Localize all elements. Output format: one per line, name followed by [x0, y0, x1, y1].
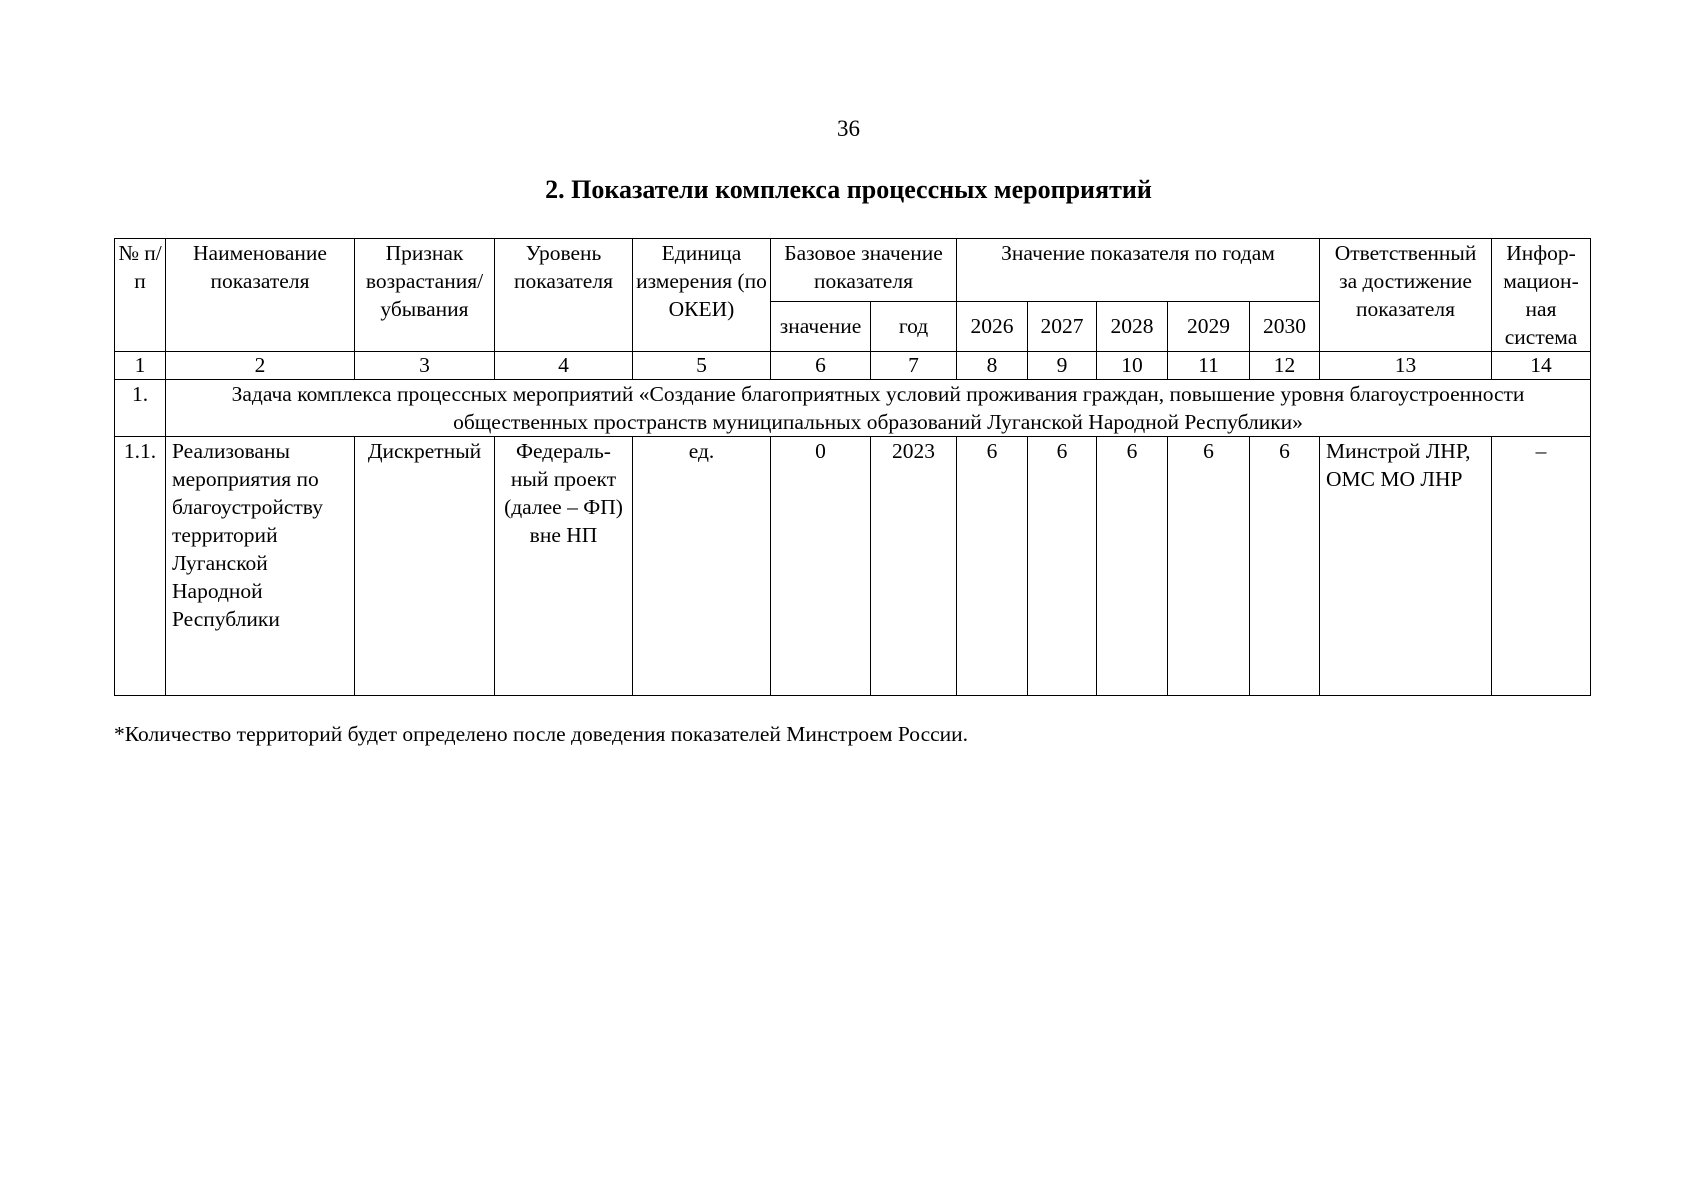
row-value-2030: 6	[1250, 437, 1320, 696]
header-row-top	[115, 239, 1591, 302]
column-number: 4	[495, 352, 633, 380]
header-sign: Признак возрастания/ убывания	[355, 239, 495, 352]
row-value-2029: 6	[1168, 437, 1250, 696]
header-num: № п/п	[115, 239, 166, 352]
column-number: 14	[1492, 352, 1591, 380]
column-number: 8	[957, 352, 1028, 380]
row-base-value: 0	[771, 437, 871, 696]
header-responsible: Ответственный за достижение показателя	[1320, 239, 1492, 352]
row-info: –	[1492, 437, 1591, 696]
row-responsible: Минстрой ЛНР, ОМС МО ЛНР	[1320, 437, 1492, 696]
row-value-2026: 6	[957, 437, 1028, 696]
header-year-2029: 2029	[1168, 301, 1250, 351]
row-unit: ед.	[633, 437, 771, 696]
row-name: Реализованы мероприятия по благоустройству территорий Луганской Народной Республики	[166, 437, 355, 696]
task-num: 1.	[115, 380, 166, 437]
header-level: Уровень показателя	[495, 239, 633, 352]
column-number: 10	[1097, 352, 1168, 380]
column-number: 2	[166, 352, 355, 380]
header-base: Базовое значение показателя	[771, 239, 957, 302]
footnote: *Количество территорий будет определено после доведения показателей Минстроем России.	[114, 722, 969, 746]
row-level: Федераль-ный проект (далее – ФП) вне НП	[495, 437, 633, 696]
table-row	[115, 437, 1591, 696]
column-number: 7	[871, 352, 957, 380]
header-year-2027: 2027	[1028, 301, 1097, 351]
task-row	[115, 380, 1591, 437]
column-number: 11	[1168, 352, 1250, 380]
column-number: 5	[633, 352, 771, 380]
column-number: 3	[355, 352, 495, 380]
column-number: 12	[1250, 352, 1320, 380]
page-number: 36	[837, 116, 860, 141]
header-info: Инфор-мацион-ная система	[1492, 239, 1591, 352]
column-numbers-row	[115, 352, 1591, 380]
header-years-group: Значение показателя по годам	[957, 239, 1320, 302]
column-number: 13	[1320, 352, 1492, 380]
header-name: Наименование показателя	[166, 239, 355, 352]
header-unit: Единица измерения (по ОКЕИ)	[633, 239, 771, 352]
section-title: 2. Показатели комплекса процессных мероприятий	[545, 175, 1152, 204]
task-text: Задача комплекса процессных мероприятий «Создание благоприятных условий проживания граждан, повышение уровня благоустроенности общественных пространств муниципальных образований Луганской Народной Республики»	[166, 380, 1591, 437]
header-base-year: год	[871, 301, 957, 351]
column-number: 9	[1028, 352, 1097, 380]
header-base-value: значение	[771, 301, 871, 351]
row-base-year: 2023	[871, 437, 957, 696]
row-sign: Дискретный	[355, 437, 495, 696]
row-num: 1.1.	[115, 437, 166, 696]
header-year-2030: 2030	[1250, 301, 1320, 351]
column-number: 6	[771, 352, 871, 380]
column-number: 1	[115, 352, 166, 380]
indicators-table	[114, 238, 1591, 696]
header-year-2026: 2026	[957, 301, 1028, 351]
row-value-2028: 6	[1097, 437, 1168, 696]
row-value-2027: 6	[1028, 437, 1097, 696]
header-year-2028: 2028	[1097, 301, 1168, 351]
